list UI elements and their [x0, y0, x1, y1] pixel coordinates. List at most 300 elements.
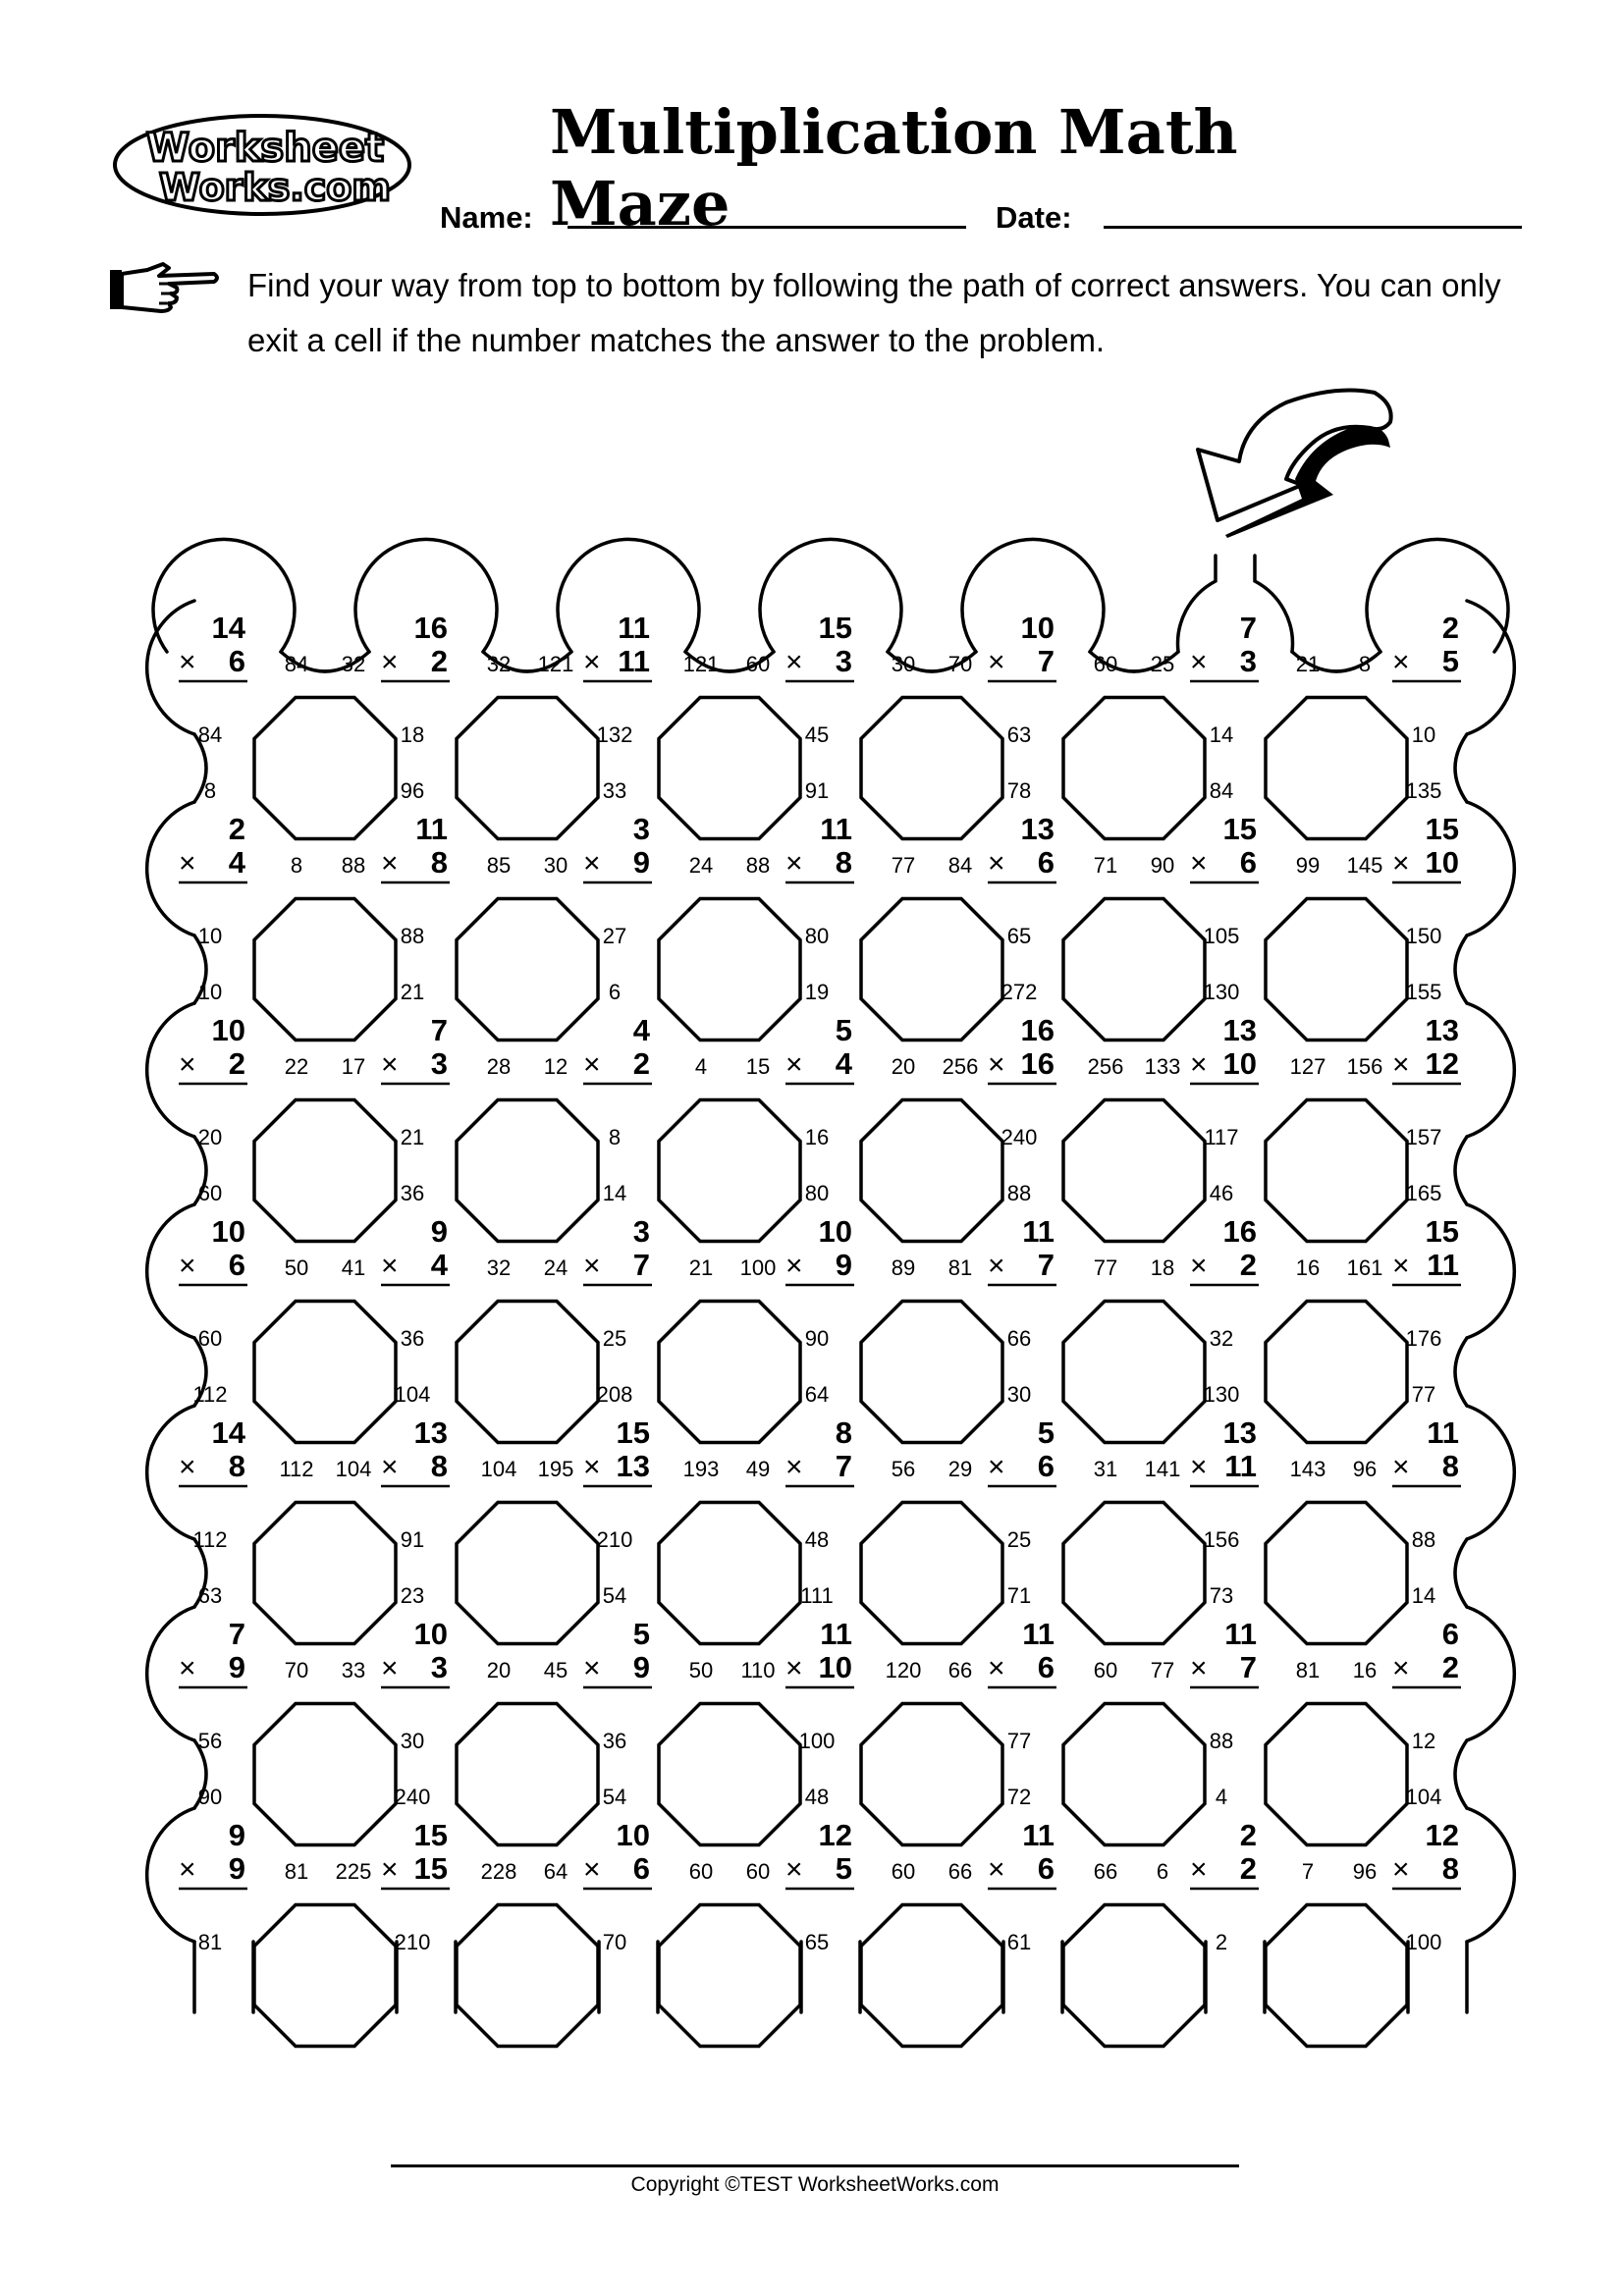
- connector-answer: 112: [279, 1457, 314, 1481]
- cell-multiplicand: 13: [1020, 812, 1055, 846]
- maze-cell: [785, 812, 854, 882]
- maze-cell: [1392, 1617, 1461, 1687]
- maze-cell: [583, 1818, 652, 1889]
- times-sign: ×: [583, 1853, 601, 1886]
- connector-answer: 32: [341, 652, 366, 676]
- times-sign: ×: [381, 1250, 399, 1282]
- connector-answer: 117: [1204, 1125, 1239, 1149]
- connector-answer: 73: [1209, 1583, 1234, 1608]
- connector-answer: 90: [1150, 853, 1175, 878]
- cell-multiplicand: 12: [818, 1818, 852, 1852]
- maze-cell: [785, 1818, 854, 1889]
- connector-answer: 25: [1150, 652, 1175, 676]
- maze-border-arc: [1467, 802, 1514, 935]
- maze-cell: [381, 1013, 450, 1084]
- maze-cell: [988, 812, 1056, 882]
- maze-cell: [583, 1617, 652, 1687]
- cell-multiplier: 2: [1441, 1650, 1459, 1684]
- cell-multiplicand: 16: [1222, 1214, 1257, 1249]
- times-sign: ×: [1190, 847, 1208, 880]
- maze-cell: [988, 611, 1056, 681]
- maze-cell: [1392, 611, 1461, 681]
- cell-multiplier: 8: [430, 845, 448, 880]
- maze-cell: [1190, 1617, 1259, 1687]
- cell-multiplier: 9: [632, 845, 650, 880]
- cell-multiplier: 9: [228, 1851, 245, 1886]
- times-sign: ×: [583, 1250, 601, 1282]
- connector-answer: 161: [1346, 1255, 1383, 1280]
- connector-answer: 61: [1006, 1930, 1032, 1954]
- connector-answer: 45: [804, 722, 830, 747]
- maze-wall: [861, 1905, 1002, 2047]
- connector-answer: 165: [1405, 1181, 1442, 1205]
- name-label: Name:: [440, 200, 533, 235]
- connector-answer: 24: [688, 853, 714, 878]
- connector-answer: 60: [1093, 652, 1118, 676]
- cell-multiplier: 4: [835, 1046, 852, 1081]
- connector-answer: 70: [947, 652, 973, 676]
- connector-answer: 111: [800, 1583, 834, 1608]
- connector-answer: 71: [1006, 1583, 1032, 1608]
- times-sign: ×: [583, 847, 601, 880]
- maze-wall: [1266, 1100, 1407, 1242]
- cell-multiplier: 2: [228, 1046, 245, 1081]
- maze-wall: [1063, 698, 1205, 839]
- maze-wall: [1063, 1704, 1205, 1845]
- times-sign: ×: [583, 1451, 601, 1483]
- instructions-text: Find your way from top to bottom by following the path of correct answers. You can only exit a cell if the number matches the answer to the problem.: [247, 267, 1501, 358]
- connector-answer: 50: [688, 1658, 714, 1682]
- times-sign: ×: [381, 1048, 399, 1081]
- copyright-text: Copyright ©TEST WorksheetWorks.com: [630, 2173, 1000, 2196]
- maze-cell: [583, 812, 652, 882]
- connector-answer: 23: [400, 1583, 425, 1608]
- connector-answer: 18: [1150, 1255, 1175, 1280]
- connector-answer: 63: [197, 1583, 223, 1608]
- date-label: Date:: [996, 200, 1072, 235]
- connector-answer: 48: [804, 1527, 830, 1552]
- times-sign: ×: [381, 1451, 399, 1483]
- cell-multiplier: 11: [618, 644, 650, 678]
- connector-answer: 25: [1006, 1527, 1032, 1552]
- times-sign: ×: [988, 1652, 1005, 1684]
- connector-answer: 100: [739, 1255, 777, 1280]
- maze-border-arc: [1367, 539, 1508, 652]
- cell-multiplier: 10: [1222, 1046, 1257, 1081]
- maze-wall: [659, 1302, 800, 1443]
- cell-multiplicand: 4: [632, 1013, 650, 1047]
- maze-cell: [179, 1617, 247, 1687]
- cell-multiplicand: 11: [820, 1617, 852, 1651]
- connector-answer: 49: [745, 1457, 771, 1481]
- cell-multiplicand: 16: [413, 611, 448, 645]
- times-sign: ×: [1190, 646, 1208, 678]
- cell-multiplier: 8: [1441, 1449, 1459, 1483]
- connector-answer: 70: [284, 1658, 309, 1682]
- cell-multiplier: 8: [1441, 1851, 1459, 1886]
- footer-rule: [391, 2164, 1239, 2167]
- connector-answer: 22: [284, 1054, 309, 1079]
- cell-multiplicand: 9: [228, 1818, 245, 1852]
- connector-answer: 33: [341, 1658, 366, 1682]
- connector-answer: 6: [1156, 1859, 1169, 1884]
- connector-answer: 133: [1144, 1054, 1181, 1079]
- cell-multiplier: 9: [228, 1650, 245, 1684]
- cell-multiplier: 2: [1239, 1248, 1257, 1282]
- maze-wall: [457, 899, 598, 1041]
- maze-cell: [179, 1214, 247, 1285]
- maze-cell: [988, 1818, 1056, 1889]
- cell-multiplier: 6: [1037, 1851, 1055, 1886]
- maze-cell: [381, 812, 450, 882]
- maze-cell: [1392, 1818, 1461, 1889]
- times-sign: ×: [988, 1250, 1005, 1282]
- cell-multiplier: 5: [835, 1851, 852, 1886]
- maze-border-arc: [1467, 1003, 1514, 1137]
- connector-answer: 143: [1289, 1457, 1326, 1481]
- connector-answer: 121: [682, 652, 720, 676]
- connector-answer: 90: [804, 1326, 830, 1351]
- maze-cell: [1392, 812, 1461, 882]
- maze-border-arc: [1467, 1204, 1514, 1338]
- maze-cell: [381, 1818, 450, 1889]
- connector-answer: 21: [400, 1125, 425, 1149]
- connector-answer: 100: [798, 1729, 836, 1753]
- times-sign: ×: [179, 1451, 196, 1483]
- connector-answer: 150: [1405, 924, 1442, 948]
- connector-answer: 16: [804, 1125, 830, 1149]
- connector-answer: 8: [1358, 652, 1372, 676]
- cell-multiplier: 3: [1239, 644, 1257, 678]
- maze-cell: [785, 1214, 854, 1285]
- cell-multiplier: 10: [818, 1650, 852, 1684]
- maze-cell: [785, 1415, 854, 1486]
- connector-answer: 65: [1006, 924, 1032, 948]
- connector-answer: 272: [1001, 980, 1038, 1004]
- connector-answer: 130: [1203, 1382, 1240, 1407]
- cell-multiplicand: 3: [632, 812, 650, 846]
- connector-answer: 176: [1405, 1326, 1442, 1351]
- connector-answer: 54: [602, 1583, 627, 1608]
- cell-multiplier: 11: [1224, 1449, 1257, 1483]
- connector-answer: 32: [486, 652, 512, 676]
- cell-multiplier: 4: [228, 845, 245, 880]
- maze-wall: [861, 698, 1002, 839]
- maze-cell: [1190, 1818, 1259, 1889]
- connector-answer: 12: [1411, 1729, 1436, 1753]
- maze-wall: [254, 1503, 396, 1644]
- connector-answer: 48: [804, 1785, 830, 1809]
- curved-arrow-icon: [1198, 391, 1391, 538]
- cell-multiplicand: 3: [632, 1214, 650, 1249]
- cell-multiplicand: 10: [211, 1214, 245, 1249]
- connector-answer: 71: [1093, 853, 1118, 878]
- connector-answer: 210: [596, 1527, 633, 1552]
- connector-answer: 8: [608, 1125, 622, 1149]
- connector-answer: 8: [290, 853, 303, 878]
- connector-answer: 104: [335, 1457, 372, 1481]
- times-sign: ×: [1392, 1853, 1410, 1886]
- connector-answer: 228: [480, 1859, 517, 1884]
- connector-answer: 256: [942, 1054, 979, 1079]
- times-sign: ×: [381, 646, 399, 678]
- maze-wall: [861, 1302, 1002, 1443]
- maze-wall: [659, 899, 800, 1041]
- cell-multiplicand: 2: [1239, 1818, 1257, 1852]
- connector-answer: 33: [602, 778, 627, 803]
- maze-cell: [583, 611, 652, 681]
- connector-answer: 2: [1215, 1930, 1228, 1954]
- maze-wall: [457, 1302, 598, 1443]
- cell-multiplier: 8: [835, 845, 852, 880]
- connector-answer: 72: [1006, 1785, 1032, 1809]
- maze-cell: [785, 1013, 854, 1084]
- maze-border-arc: [1467, 1406, 1514, 1539]
- connector-answer: 80: [804, 924, 830, 948]
- connector-answer: 78: [1006, 778, 1032, 803]
- connector-answer: 100: [1405, 1930, 1442, 1954]
- maze-wall: [659, 1100, 800, 1242]
- connector-answer: 21: [1295, 652, 1321, 676]
- cell-multiplicand: 11: [820, 812, 852, 846]
- maze-border-arc: [1467, 1607, 1514, 1740]
- maze-cell: [1190, 812, 1259, 882]
- cell-multiplier: 9: [835, 1248, 852, 1282]
- connector-answer: 110: [740, 1658, 776, 1682]
- times-sign: ×: [785, 1853, 803, 1886]
- connector-answer: 50: [284, 1255, 309, 1280]
- connector-answer: 84: [197, 722, 223, 747]
- maze-wall: [1266, 698, 1407, 839]
- connector-answer: 88: [400, 924, 425, 948]
- connector-answer: 121: [537, 652, 574, 676]
- times-sign: ×: [1392, 847, 1410, 880]
- cell-multiplicand: 11: [1427, 1415, 1459, 1450]
- connector-answer: 84: [947, 853, 973, 878]
- connector-answer: 96: [400, 778, 425, 803]
- maze-cell: [179, 812, 247, 882]
- maze-cell: [988, 1214, 1056, 1285]
- connector-answer: 145: [1346, 853, 1383, 878]
- connector-answer: 130: [1203, 980, 1240, 1004]
- cell-multiplicand: 16: [1020, 1013, 1055, 1047]
- times-sign: ×: [988, 847, 1005, 880]
- maze-cell: [785, 611, 854, 681]
- cell-multiplicand: 11: [1022, 1818, 1055, 1852]
- connector-answer: 81: [1295, 1658, 1321, 1682]
- connector-answer: 6: [608, 980, 622, 1004]
- times-sign: ×: [381, 1652, 399, 1684]
- maze-cell: [179, 1415, 247, 1486]
- connector-answer: 16: [1295, 1255, 1321, 1280]
- connector-answer: 96: [1352, 1457, 1378, 1481]
- connector-answer: 66: [1093, 1859, 1118, 1884]
- maze-cell: [583, 1013, 652, 1084]
- connector-answer: 20: [891, 1054, 916, 1079]
- maze-wall: [861, 1704, 1002, 1845]
- connector-answer: 27: [602, 924, 627, 948]
- connector-answer: 45: [543, 1658, 568, 1682]
- connector-answer: 90: [197, 1785, 223, 1809]
- connector-answer: 127: [1289, 1054, 1326, 1079]
- connector-answer: 81: [284, 1859, 309, 1884]
- connector-answer: 77: [1093, 1255, 1118, 1280]
- maze-wall: [254, 1905, 396, 2047]
- times-sign: ×: [1190, 1853, 1208, 1886]
- connector-answer: 240: [1001, 1125, 1038, 1149]
- connector-answer: 16: [1352, 1658, 1378, 1682]
- connector-answer: 25: [602, 1326, 627, 1351]
- connector-answer: 141: [1144, 1457, 1181, 1481]
- connector-answer: 66: [947, 1658, 973, 1682]
- connector-answer: 104: [394, 1382, 431, 1407]
- maze-border-arc: [1455, 1740, 1467, 1808]
- times-sign: ×: [179, 1652, 196, 1684]
- connector-answer: 21: [400, 980, 425, 1004]
- times-sign: ×: [785, 847, 803, 880]
- maze-cell: [1392, 1415, 1461, 1486]
- connector-answer: 12: [543, 1054, 568, 1079]
- maze-cell: [381, 1415, 450, 1486]
- connector-answer: 30: [543, 853, 568, 878]
- connector-answer: 156: [1346, 1054, 1383, 1079]
- cell-multiplier: 6: [1037, 1449, 1055, 1483]
- connector-answer: 54: [602, 1785, 627, 1809]
- cell-multiplicand: 13: [1425, 1013, 1459, 1047]
- connector-answer: 256: [1087, 1054, 1124, 1079]
- times-sign: ×: [179, 1853, 196, 1886]
- connector-answer: 112: [192, 1382, 228, 1407]
- connector-answer: 10: [1411, 722, 1436, 747]
- connector-answer: 89: [891, 1255, 916, 1280]
- cell-multiplicand: 7: [228, 1617, 245, 1651]
- times-sign: ×: [1392, 646, 1410, 678]
- connector-answer: 7: [1301, 1859, 1315, 1884]
- maze-wall: [254, 1704, 396, 1845]
- maze-wall: [457, 1503, 598, 1644]
- maze-wall: [1063, 899, 1205, 1041]
- connector-answer: 29: [947, 1457, 973, 1481]
- connector-answer: 77: [1006, 1729, 1032, 1753]
- connector-answer: 88: [745, 853, 771, 878]
- cell-multiplicand: 9: [430, 1214, 448, 1249]
- maze-cell: [1392, 1013, 1461, 1084]
- connector-answer: 56: [891, 1457, 916, 1481]
- cell-multiplicand: 11: [1022, 1617, 1055, 1651]
- cell-multiplier: 5: [1441, 644, 1459, 678]
- times-sign: ×: [785, 1451, 803, 1483]
- cell-multiplier: 3: [430, 1046, 448, 1081]
- maze-border-arc: [1455, 1539, 1467, 1607]
- connector-answer: 132: [596, 722, 633, 747]
- cell-multiplicand: 11: [618, 611, 650, 645]
- cell-multiplicand: 5: [632, 1617, 650, 1651]
- cell-multiplier: 7: [1037, 1248, 1055, 1282]
- connector-answer: 135: [1405, 778, 1442, 803]
- connector-answer: 84: [1209, 778, 1234, 803]
- connector-answer: 88: [1006, 1181, 1032, 1205]
- connector-answer: 63: [1006, 722, 1032, 747]
- cell-multiplier: 13: [616, 1449, 650, 1483]
- maze-wall: [659, 698, 800, 839]
- connector-answer: 80: [804, 1181, 830, 1205]
- maze-border-arc: [1455, 1338, 1467, 1406]
- cell-multiplicand: 12: [1425, 1818, 1459, 1852]
- cell-multiplicand: 13: [1222, 1415, 1257, 1450]
- connector-answer: 104: [480, 1457, 517, 1481]
- connector-answer: 36: [602, 1729, 627, 1753]
- cell-multiplicand: 15: [818, 611, 852, 645]
- maze-cell: [179, 1013, 247, 1084]
- connector-answer: 77: [1411, 1382, 1436, 1407]
- connector-answer: 225: [335, 1859, 372, 1884]
- cell-multiplier: 7: [1037, 644, 1055, 678]
- times-sign: ×: [988, 646, 1005, 678]
- logo-line1: Worksheet: [145, 126, 385, 171]
- cell-multiplier: 3: [835, 644, 852, 678]
- connector-answer: 66: [1006, 1326, 1032, 1351]
- cell-multiplicand: 2: [228, 812, 245, 846]
- maze-wall: [861, 1100, 1002, 1242]
- connector-answer: 17: [341, 1054, 366, 1079]
- maze-cell: [988, 1415, 1056, 1486]
- maze-wall: [1063, 1503, 1205, 1644]
- connector-answer: 88: [1411, 1527, 1436, 1552]
- connector-answer: 112: [192, 1527, 228, 1552]
- times-sign: ×: [785, 646, 803, 678]
- connector-answer: 32: [1209, 1326, 1234, 1351]
- maze-cell: [381, 611, 450, 681]
- times-sign: ×: [785, 1048, 803, 1081]
- cell-multiplicand: 8: [835, 1415, 852, 1450]
- connector-answer: 14: [1411, 1583, 1436, 1608]
- maze-cell: [1392, 1214, 1461, 1285]
- times-sign: ×: [1190, 1048, 1208, 1081]
- connector-answer: 66: [947, 1859, 973, 1884]
- times-sign: ×: [583, 1048, 601, 1081]
- connector-answer: 77: [891, 853, 916, 878]
- maze-wall: [254, 698, 396, 839]
- maze-cell: [381, 1214, 450, 1285]
- cell-multiplicand: 14: [211, 611, 245, 645]
- cell-multiplier: 7: [632, 1248, 650, 1282]
- connector-answer: 193: [682, 1457, 720, 1481]
- maze-wall: [1266, 1503, 1407, 1644]
- cell-multiplier: 9: [632, 1650, 650, 1684]
- connector-answer: 10: [197, 924, 223, 948]
- cell-multiplicand: 11: [415, 812, 448, 846]
- maze-border-arc: [1455, 935, 1467, 1003]
- cell-multiplier: 12: [1425, 1046, 1459, 1081]
- cell-multiplicand: 15: [1425, 1214, 1459, 1249]
- maze-wall: [1063, 1100, 1205, 1242]
- connector-answer: 64: [543, 1859, 568, 1884]
- times-sign: ×: [583, 1652, 601, 1684]
- maze-entrance-wall: [1178, 556, 1216, 652]
- connector-answer: 60: [197, 1326, 223, 1351]
- times-sign: ×: [179, 847, 196, 880]
- connector-answer: 28: [486, 1054, 512, 1079]
- connector-answer: 70: [602, 1930, 627, 1954]
- cell-multiplier: 15: [413, 1851, 448, 1886]
- connector-answer: 8: [203, 778, 217, 803]
- connector-answer: 56: [197, 1729, 223, 1753]
- maze-wall: [254, 1302, 396, 1443]
- cell-multiplier: 2: [632, 1046, 650, 1081]
- connector-answer: 20: [197, 1125, 223, 1149]
- maze-border-arc: [1455, 734, 1467, 802]
- maze-wall: [1063, 1905, 1205, 2047]
